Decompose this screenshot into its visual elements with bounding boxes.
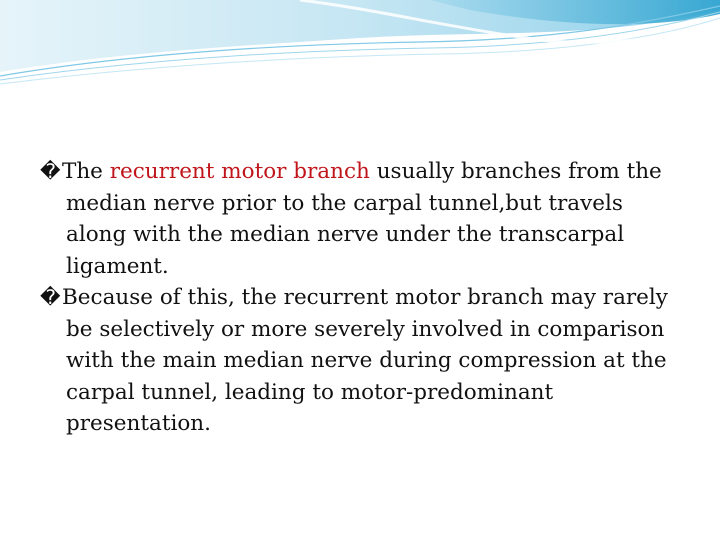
wave-header-decoration xyxy=(0,0,720,90)
bullet-point-1 xyxy=(40,156,680,282)
bullet-1-text-end: usually branches from the median nerve prior to the carpal tunnel,but travels along with the median nerve under the transcarpal ligament. xyxy=(66,159,662,279)
bullet-icon: � xyxy=(40,285,61,309)
bullet-1-text-start: The xyxy=(62,159,110,184)
bullet-1-highlight: recurrent motor branch xyxy=(109,159,370,184)
bullet-icon: � xyxy=(40,159,61,183)
bullet-2-text: Because of this, the recurrent motor branch may rarely be selectively or more severely involved in comparison with the main median nerve during compression at the carpal tunnel, leading to motor-predominant presentation. xyxy=(62,285,668,436)
bullet-point-2 xyxy=(40,282,680,440)
slide-body xyxy=(40,156,680,440)
